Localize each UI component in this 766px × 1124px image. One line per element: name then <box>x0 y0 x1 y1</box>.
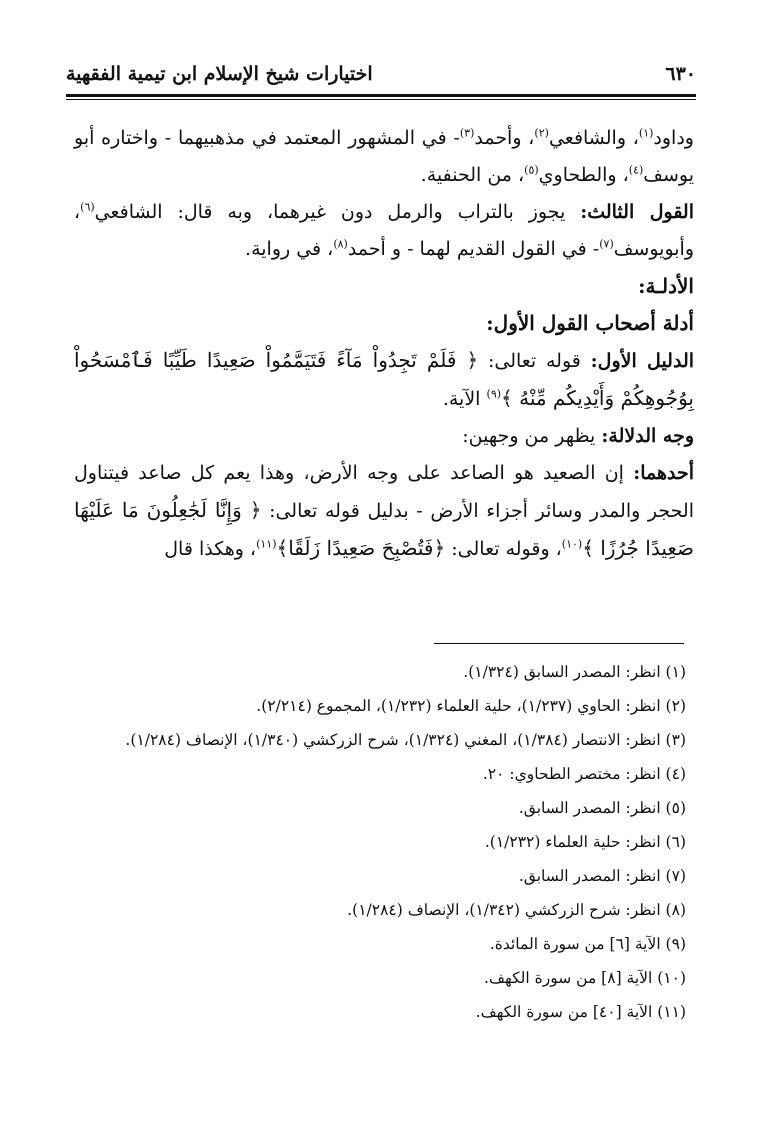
text: إن الصعيد هو الصاعد على وجه الأرض، وهذا يعم كل صاعد فيتناول الحجر والمدر وسائر أجزاء الأرض - بدليل قوله تعالى: <box>74 462 694 522</box>
footnotes <box>74 655 686 1029</box>
paragraph-lead: أحدهما: <box>633 462 695 484</box>
quran-verse: ﴿ وَإِنَّا لَجَٰعِلُونَ مَا عَلَيْهَا صَعِيدًا جُرُزًا ﴾ <box>74 498 694 560</box>
text: يجوز بالتراب والرمل دون غيرهما، وبه قال: الشافعي <box>94 201 566 223</box>
footnote-ref: (٤) <box>628 163 644 177</box>
footnote-ref: (٣) <box>459 126 475 140</box>
paragraph-3 <box>74 342 694 418</box>
text: ، في رواية. <box>245 238 334 260</box>
footnote-separator <box>434 643 684 644</box>
main-text <box>74 120 694 568</box>
subsection-heading: أدلة أصحاب القول الأول: <box>486 311 694 335</box>
footnote-ref: (٢) <box>534 126 549 140</box>
running-header <box>66 56 696 92</box>
footnote: (٨) انظر: شرح الزركشي (١/٣٤٢)، الإنصاف (١/٢٨٤). <box>347 901 686 919</box>
book-title: اختيارات شيخ الإسلام ابن تيمية الفقهية <box>66 63 373 85</box>
footnote: (٤) انظر: مختصر الطحاوي: ٢٠. <box>482 765 686 783</box>
paragraph-4 <box>74 418 694 455</box>
text: ، وهكذا قال <box>164 538 257 560</box>
footnote-ref: (٨) <box>333 237 348 251</box>
text: ، والشافعي <box>548 127 639 149</box>
section-heading: الأدلـة: <box>638 274 694 298</box>
footnote: (٦) انظر: حلية العلماء (١/٢٣٢). <box>484 833 686 851</box>
quran-verse: ﴿ فَلَمْ تَجِدُواْ مَآءً فَتَيَمَّمُواْ صَعِيدًا طَيِّبًا فَٱمْسَحُواْ بِوُجُوهِكُمْ وَأَيْدِيكُم مِّنْهُ ﴾ <box>74 348 694 410</box>
footnote-ref: (٦) <box>80 200 95 214</box>
paragraph-lead: الدليل الأول: <box>590 350 695 372</box>
header-rule-thin <box>66 99 696 100</box>
footnote-ref: (٩) <box>486 387 502 401</box>
text: وداود <box>653 127 694 149</box>
text: - في القول القديم لهما - و أحمد <box>347 238 600 260</box>
text: يظهر من وجهين: <box>462 425 596 447</box>
footnote: (١٠) الآية [٨] من سورة الكهف. <box>483 969 686 987</box>
footnote: (٧) انظر: المصدر السابق. <box>518 867 686 885</box>
text: ، وأبويوسف <box>74 201 694 260</box>
page-number: ٦٣٠ <box>665 63 696 85</box>
text: الآية. <box>442 388 481 410</box>
quran-verse: ﴿فَتُصْبِحَ صَعِيدًا زَلَقًا﴾ <box>276 536 446 560</box>
text: ، والطحاوي <box>538 164 629 186</box>
text: قوله تعالى: <box>487 350 581 372</box>
footnote: (٩) الآية [٦] من سورة المائدة. <box>489 935 686 953</box>
paragraph-2 <box>74 194 694 268</box>
paragraph-lead: وجه الدلالة: <box>601 425 694 447</box>
paragraph-1 <box>74 120 694 194</box>
footnote: (٥) انظر: المصدر السابق. <box>518 799 686 817</box>
text: ، من الحنفية. <box>420 164 525 186</box>
footnote-ref: (١١) <box>256 537 277 551</box>
text: - في المشهور المعتمد في مذهبيهما - واختاره أبو يوسف <box>74 127 694 186</box>
footnote-ref: (١) <box>638 126 654 140</box>
footnote-ref: (٧) <box>599 237 614 251</box>
footnote: (١) انظر: المصدر السابق (١/٣٢٤). <box>463 663 686 681</box>
paragraph-lead: القول الثالث: <box>580 201 695 223</box>
footnote-ref: (٥) <box>524 163 539 177</box>
footnote: (١١) الآية [٤٠] من سورة الكهف. <box>475 1003 686 1021</box>
paragraph-5 <box>74 455 694 568</box>
text: ، وأحمد <box>474 127 535 149</box>
text: ، وقوله تعالى: <box>451 538 562 560</box>
footnote-ref: (١٠) <box>561 537 583 551</box>
footnote: (٣) انظر: الانتصار (١/٣٨٤)، المغني (١/٣٢٤)، شرح الزركشي (١/٣٤٠)، الإنصاف (١/٢٨٤). <box>125 731 686 749</box>
footnote: (٢) انظر: الحاوي (١/٢٣٧)، حلية العلماء (١/٢٣٢)، المجموع (٢/٢١٤). <box>256 697 686 715</box>
header-rule-thick <box>66 94 696 97</box>
